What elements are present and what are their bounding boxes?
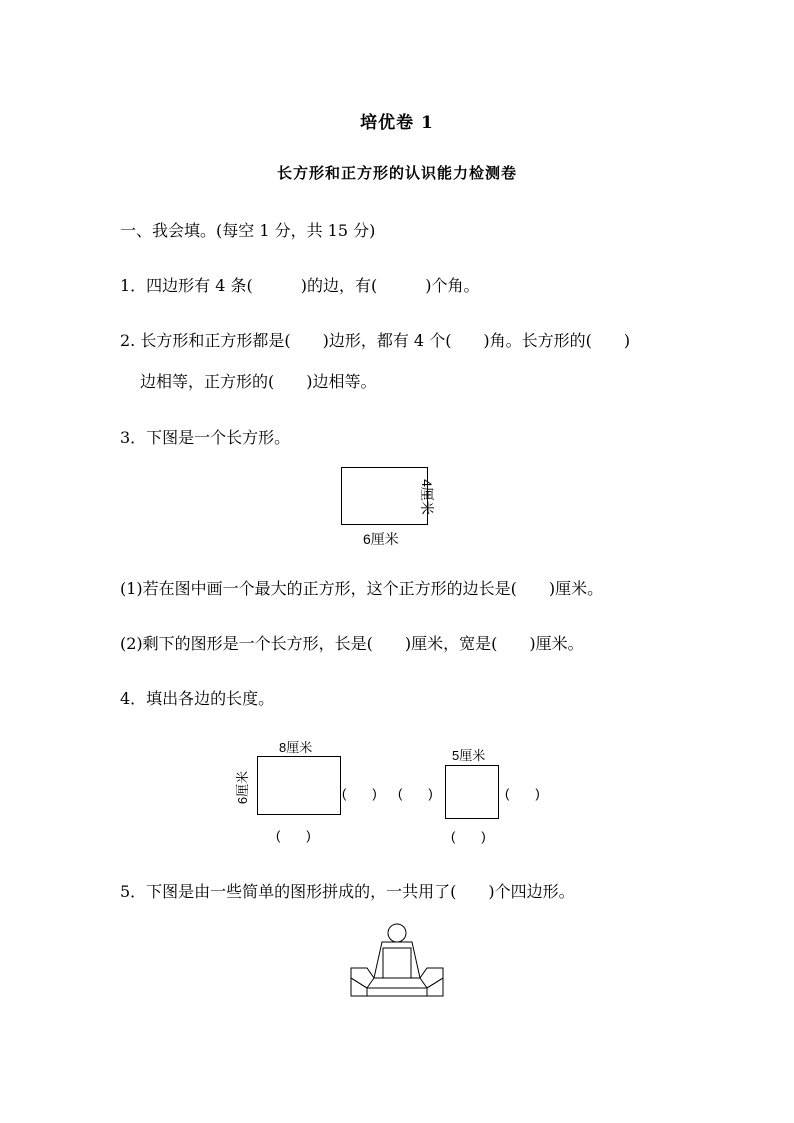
q4-square-right-blank: ( ) [505, 786, 540, 801]
q4-rect-bottom-blank: ( ) [276, 828, 311, 843]
question-1: 1．四边形有 4 条( )的边，有( )个角。 [120, 276, 480, 295]
q4-square-top-label: 5厘米 [452, 748, 486, 763]
q5-body-square [383, 948, 411, 978]
q4-square-bottom-blank: ( ) [451, 829, 486, 844]
q3-rectangle [341, 467, 428, 525]
q5-composite-figure [345, 918, 450, 1006]
page-subtitle: 长方形和正方形的认识能力检测卷 [276, 164, 517, 182]
page-title: 培优卷 1 [360, 113, 434, 133]
q4-square [445, 765, 499, 819]
question-2-line-1: 2. 长方形和正方形都是( )边形，都有 4 个( )角。长方形的( ) [120, 331, 631, 350]
question-5: 5．下图是由一些简单的图形拼成的，一共用了( )个四边形。 [120, 882, 575, 901]
q3-width-label: 6厘米 [363, 531, 399, 547]
q3-height-label: 4厘米 [418, 479, 435, 515]
question-2-line-2: 边相等，正方形的( )边相等。 [140, 372, 377, 391]
section-heading: 一、我会填。(每空 1 分，共 15 分) [120, 221, 376, 240]
question-3-sub-1: (1)若在图中画一个最大的正方形，这个正方形的边长是( )厘米。 [120, 579, 604, 598]
q4-rect-right-blank: ( ) [342, 786, 377, 801]
q4-rect-left-label: 6厘米 [235, 770, 251, 805]
q4-square-left-blank: ( ) [398, 786, 433, 801]
q4-rectangle [257, 756, 341, 815]
q4-rect-top-label: 8厘米 [279, 740, 313, 755]
question-3: 3．下图是一个长方形。 [120, 428, 291, 447]
question-4: 4．填出各边的长度。 [120, 689, 275, 708]
q5-base [351, 978, 443, 996]
question-3-sub-2: (2)剩下的图形是一个长方形，长是( )厘米，宽是( )厘米。 [120, 634, 584, 653]
q5-head-circle [388, 924, 406, 942]
q5-body-trapezoid [374, 942, 420, 978]
